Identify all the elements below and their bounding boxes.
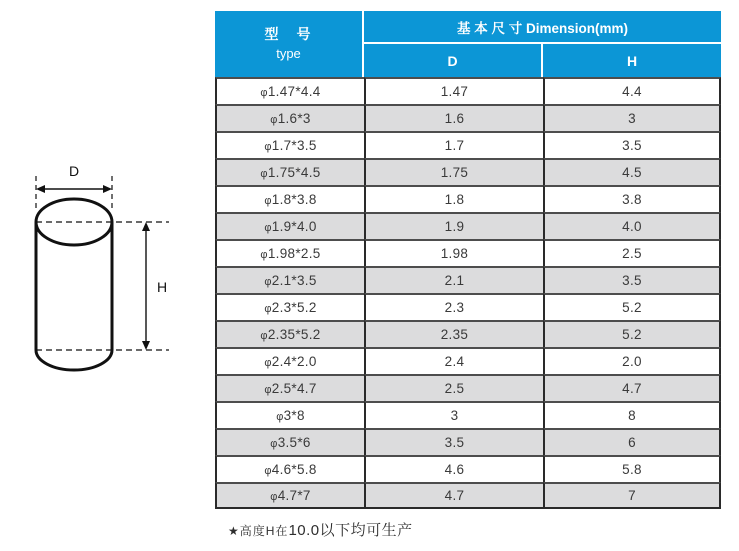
table-row xyxy=(215,77,721,104)
h-arrowhead-top xyxy=(142,222,150,231)
d-value: 2.4 xyxy=(364,347,543,374)
table-row xyxy=(215,212,721,239)
table-row xyxy=(215,185,721,212)
footnote-main: 10.0以下均可生产 xyxy=(288,522,413,539)
table-body xyxy=(215,77,721,509)
table-row xyxy=(215,374,721,401)
footnote-prefix: ★高度H在 xyxy=(228,524,289,538)
production-footnote xyxy=(228,519,413,540)
table-row xyxy=(215,320,721,347)
h-value: 4.0 xyxy=(543,212,721,239)
h-value: 2.0 xyxy=(543,347,721,374)
d-column-header: D xyxy=(364,44,543,77)
d-value: 3 xyxy=(364,401,543,428)
type-value: φ2.35*5.2 xyxy=(215,320,364,347)
d-value: 1.9 xyxy=(364,212,543,239)
type-value: φ1.8*3.8 xyxy=(215,185,364,212)
h-value: 5.8 xyxy=(543,455,721,482)
d-value: 4.7 xyxy=(364,482,543,509)
d-value: 4.6 xyxy=(364,455,543,482)
table-row xyxy=(215,266,721,293)
d-value: 1.6 xyxy=(364,104,543,131)
table-header xyxy=(215,11,721,77)
h-value: 2.5 xyxy=(543,239,721,266)
d-value: 2.3 xyxy=(364,293,543,320)
h-value: 4.4 xyxy=(543,77,721,104)
type-value: φ2.3*5.2 xyxy=(215,293,364,320)
type-value: φ4.7*7 xyxy=(215,482,364,509)
cylinder-diagram xyxy=(24,160,176,378)
type-value: φ4.6*5.8 xyxy=(215,455,364,482)
d-value: 1.75 xyxy=(364,158,543,185)
table-row xyxy=(215,104,721,131)
table-row xyxy=(215,401,721,428)
h-value: 5.2 xyxy=(543,320,721,347)
h-value: 3 xyxy=(543,104,721,131)
type-value: φ3.5*6 xyxy=(215,428,364,455)
dimension-spec-table xyxy=(215,11,721,509)
d-value: 1.47 xyxy=(364,77,543,104)
type-value: φ3*8 xyxy=(215,401,364,428)
h-column-header: H xyxy=(543,44,721,77)
h-value: 3.5 xyxy=(543,131,721,158)
d-arrowhead-left xyxy=(36,185,45,193)
cylinder-bottom-arc xyxy=(36,350,112,370)
d-value: 1.7 xyxy=(364,131,543,158)
table-row xyxy=(215,293,721,320)
dimension-group-header: 基 本 尺 寸 Dimension(mm) xyxy=(364,11,721,44)
h-value: 7 xyxy=(543,482,721,509)
h-value: 4.5 xyxy=(543,158,721,185)
h-value: 8 xyxy=(543,401,721,428)
d-value: 2.5 xyxy=(364,374,543,401)
type-value: φ2.5*4.7 xyxy=(215,374,364,401)
type-value: φ1.98*2.5 xyxy=(215,239,364,266)
d-value: 1.8 xyxy=(364,185,543,212)
type-value: φ2.4*2.0 xyxy=(215,347,364,374)
table-row xyxy=(215,455,721,482)
d-value: 2.35 xyxy=(364,320,543,347)
d-value: 2.1 xyxy=(364,266,543,293)
d-value: 1.98 xyxy=(364,239,543,266)
h-value: 6 xyxy=(543,428,721,455)
type-value: φ1.7*3.5 xyxy=(215,131,364,158)
d-value: 3.5 xyxy=(364,428,543,455)
type-value: φ1.9*4.0 xyxy=(215,212,364,239)
spec-table-container xyxy=(215,11,721,509)
table-row xyxy=(215,158,721,185)
d-arrowhead-right xyxy=(103,185,112,193)
table-row xyxy=(215,347,721,374)
h-value: 4.7 xyxy=(543,374,721,401)
cylinder-drawing-svg xyxy=(24,160,176,378)
type-value: φ1.6*3 xyxy=(215,104,364,131)
type-value: φ1.75*4.5 xyxy=(215,158,364,185)
type-header-english: type xyxy=(276,45,301,61)
table-row xyxy=(215,428,721,455)
table-row xyxy=(215,239,721,266)
table-row xyxy=(215,131,721,158)
d-dimension-label: D xyxy=(68,163,80,179)
h-arrowhead-bottom xyxy=(142,341,150,350)
table-row xyxy=(215,482,721,509)
h-value: 5.2 xyxy=(543,293,721,320)
h-dimension-label: H xyxy=(157,279,168,295)
type-value: φ1.47*4.4 xyxy=(215,77,364,104)
type-header-chinese: 型 号 xyxy=(264,26,313,43)
type-value: φ2.1*3.5 xyxy=(215,266,364,293)
h-value: 3.8 xyxy=(543,185,721,212)
type-column-header xyxy=(215,11,364,77)
h-value: 3.5 xyxy=(543,266,721,293)
